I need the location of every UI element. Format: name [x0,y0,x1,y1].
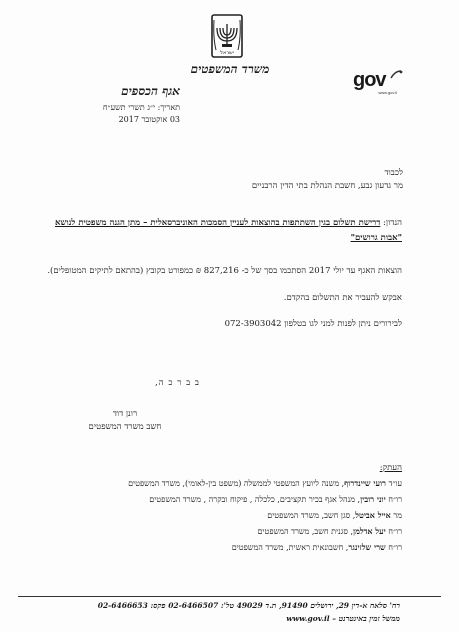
subject-line [34,216,402,246]
cc-item [20,494,402,504]
cc-item-role: , סגן חשב, משרד המשפטים [267,511,356,520]
cc-item-prefix: מר [390,511,402,520]
signer-title: חשב משרד המשפטים [88,422,162,432]
footer-divider [18,596,441,597]
cc-item [20,526,402,536]
date-hebrew: תאריך: י״ג תשרי תשע״ח [102,103,180,112]
signer-name: רונן דוד [112,409,138,419]
closing-blessing: ב ב ר כ ה, [155,378,200,388]
cc-item-role: , משנה ליועץ המשפטי לממשלה (משפט בין-לאומי), משרד המשפטים [128,479,345,488]
department-name: אגף הכספים [121,84,180,98]
cc-item-name: אייל אביטל [355,510,391,520]
body-paragraph-2: אבקש להעביר את התשלום בהקדם. [283,293,402,303]
cc-item [20,510,402,520]
cc-item-prefix: רו״ח [385,543,402,552]
cc-item [20,478,402,488]
cc-item-prefix: עו״ד [385,479,402,488]
footer-website: ממשל זמין באינטרנט – www.gov.il [286,614,400,623]
body-paragraph-3: לבירורים ניתן לפנות למני לגו בטלפון 072-3903042 [224,319,402,329]
body-paragraph-1: הוצאות האגף עד יולי 2017 הסתכמו בסך של כ- 827,216 ₪ כמפורט בקובץ (בהתאם לתיקים המטופלים). [47,266,402,276]
ministry-name: משרד המשפטים [190,62,270,76]
menorah-emblem-icon [211,14,243,58]
cc-item-role: , סגנית חשב, משרד המשפטים [257,527,354,536]
footer-address: רח' סלאח א-דין 29, ירושלים 91490, ת.ד 49029 טל': 02-6466507 פקס: 02-6466653 [97,601,400,610]
cc-item-role: , חשבונאית ראשית, משרד המשפטים [231,543,349,552]
cc-item-role: , מנהל אגף בכיר תקציבים, כלכלה , פיקוח ובקרה , משרד המשפטים [149,495,361,504]
cc-item-prefix: רו״ח [385,495,402,504]
gov-logo-swoosh-icon [389,70,403,80]
gov-logo-text: gov [353,69,386,91]
cc-item-name: רועי שיינדרוף [344,478,386,488]
gov-logo [353,70,401,102]
subject-label: הנדון: [383,218,402,228]
cc-item-prefix: רו״ח [385,527,402,536]
subject-text: דרישת תשלום בגין השתתפות בהוצאות לעניין הסמכות האוניברסאלית – מתן הגנה משפטית לנושא "אבות גרושים" [54,218,402,243]
cc-item-name: יוני רובין [360,494,386,504]
cc-item-name: יעל אדלמן [353,526,386,536]
date-gregorian: 03 אוקטובר 2017 [118,115,180,124]
cc-item [20,542,402,552]
cc-label: העתק: [379,463,402,473]
emblem-label: ישראל [220,50,234,56]
gov-logo-url: www.gov.il [378,90,397,95]
cc-item-name: שרי שלזינגר [348,542,386,552]
to-label: לכבוד [384,168,403,178]
recipient-name: מר גדעון גבע, חשבת הנהלת בתי הדין הרבניים [251,181,403,191]
